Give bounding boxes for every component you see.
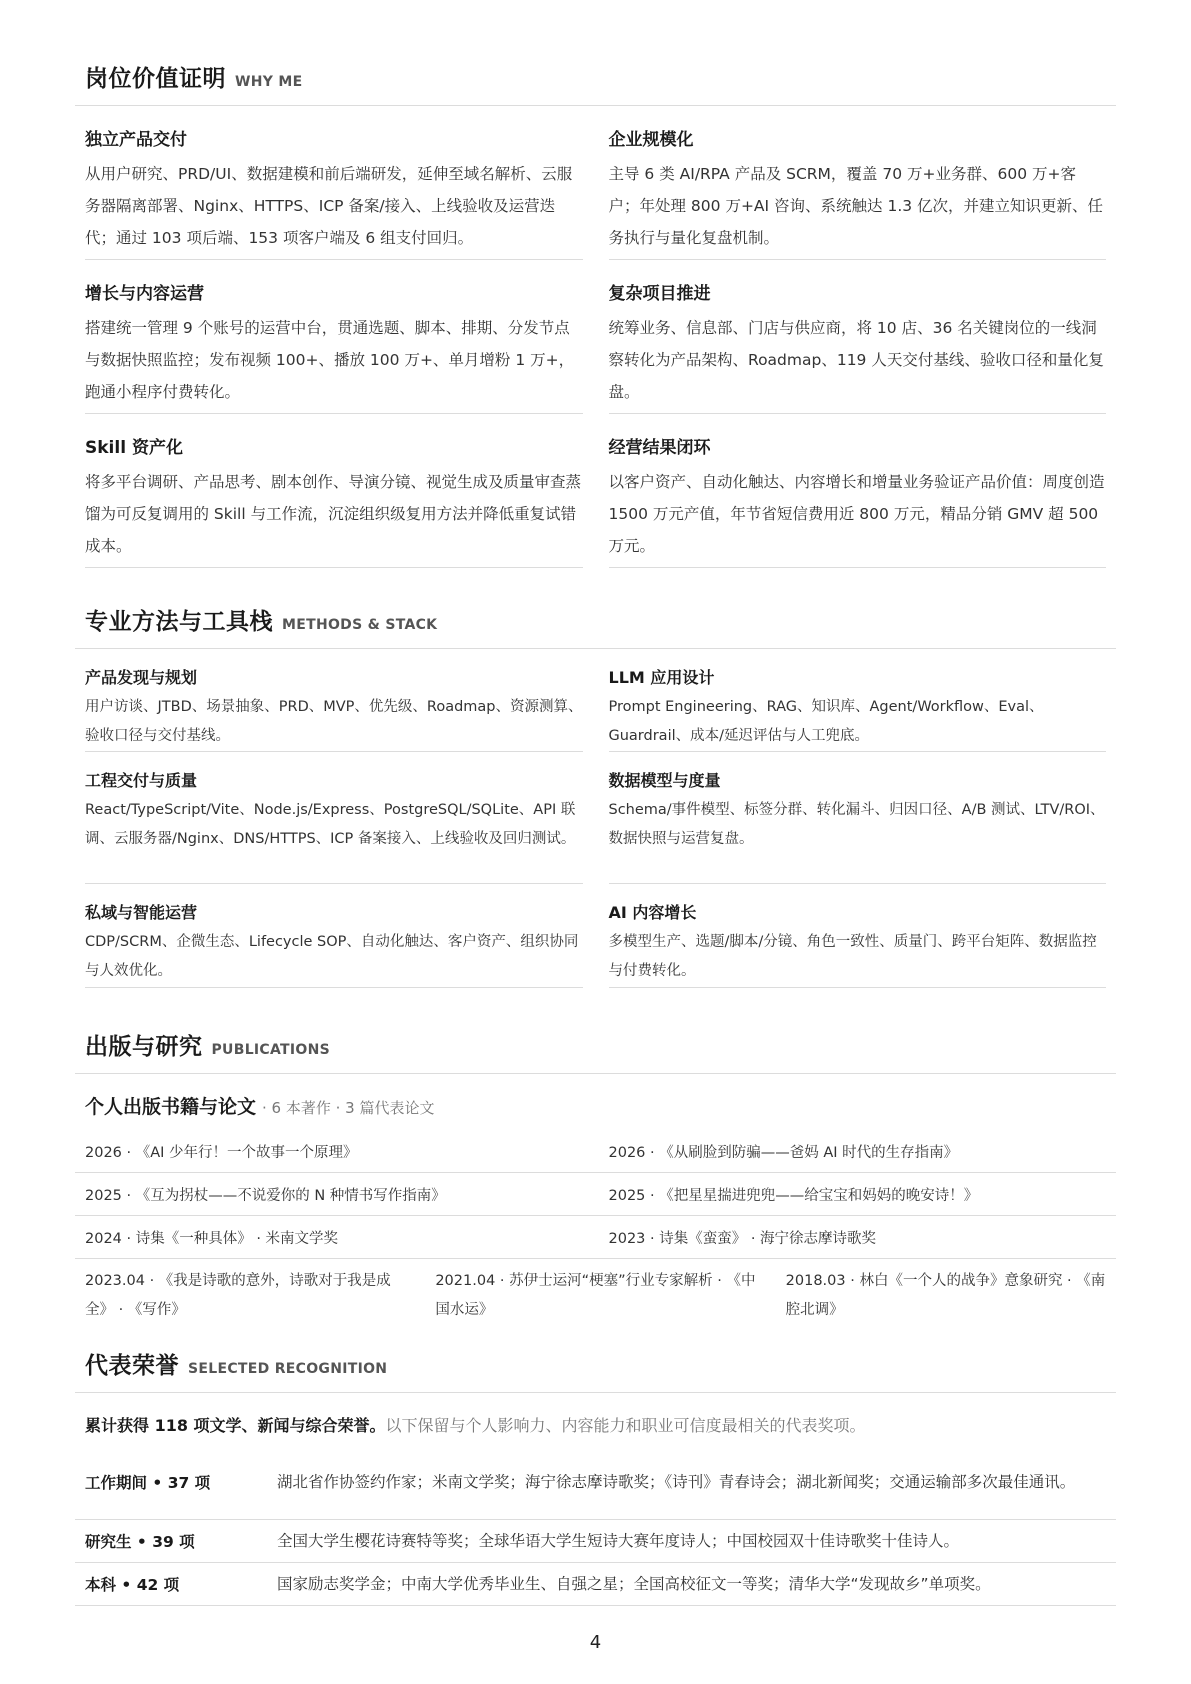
recognition-text: 湖北省作协签约作家；米南文学奖；海宁徐志摩诗歌奖；《诗刊》青春诗会；湖北新闻奖；交通运输部多次最佳通讯。 bbox=[277, 1473, 1076, 1491]
why-card bbox=[85, 414, 583, 568]
paper-row bbox=[75, 1259, 1116, 1335]
method-card bbox=[85, 752, 583, 884]
why-card bbox=[85, 106, 583, 260]
card-body: 多模型生产、选题/脚本/分镜、角色一致性、质量门、跨平台矩阵、数据监控与付费转化。 bbox=[608, 934, 1097, 979]
publications-heading: 个人出版书籍与论文 bbox=[85, 1096, 257, 1118]
recognition-text: 国家励志奖学金；中南大学优秀毕业生、自强之星；全国高校征文一等奖；清华大学“发现故乡”单项奖。 bbox=[277, 1575, 991, 1593]
recognition-section bbox=[75, 1347, 1116, 1606]
why-card bbox=[609, 414, 1107, 568]
method-card bbox=[609, 752, 1107, 884]
card-title: 经营结果闭环 bbox=[608, 438, 711, 458]
section-title: 出版与研究 bbox=[85, 1034, 203, 1060]
methods-header bbox=[75, 603, 1116, 649]
method-card bbox=[85, 649, 583, 752]
method-card bbox=[609, 884, 1107, 988]
paper-item: 2021.04 · 苏伊士运河“梗塞”行业专家解析 · 《中国水运》 bbox=[435, 1273, 756, 1318]
book-item: 2023 · 诗集《蛮蛮》 · 海宁徐志摩诗歌奖 bbox=[608, 1230, 877, 1247]
card-body: 从用户研究、PRD/UI、数据建模和前后端研发，延伸至域名解析、云服务器隔离部署、Nginx、HTTPS、ICP 备案/接入、上线验收及运营迭代；通过 103 项后端、153 项客户端及 6 组支付回归。 bbox=[85, 165, 573, 247]
recognition-total: 累计获得 118 项文学、新闻与综合荣誉。 bbox=[85, 1416, 386, 1435]
card-title: 增长与内容运营 bbox=[85, 284, 204, 304]
card-body: 统筹业务、信息部、门店与供应商，将 10 店、36 名关键岗位的一线洞察转化为产品架构、Roadmap、119 人天交付基线、验收口径和量化复盘。 bbox=[608, 319, 1104, 401]
card-title: 私域与智能运营 bbox=[85, 903, 198, 922]
book-item: 2024 · 诗集《一种具体》 · 米南文学奖 bbox=[85, 1230, 339, 1247]
recognition-text: 全国大学生樱花诗赛特等奖；全球华语大学生短诗大赛年度诗人；中国校园双十佳诗歌奖十佳诗人。 bbox=[277, 1532, 960, 1550]
card-body: 将多平台调研、产品思考、剧本创作、导演分镜、视觉生成及质量审查蒸馏为可反复调用的 Skill 与工作流，沉淀组织级复用方法并降低重复试错成本。 bbox=[85, 473, 582, 555]
section-subtitle: SELECTED RECOGNITION bbox=[188, 1361, 388, 1377]
card-title: 数据模型与度量 bbox=[608, 771, 721, 790]
section-title: 岗位价值证明 bbox=[85, 66, 226, 92]
card-title: 复杂项目推进 bbox=[608, 284, 711, 304]
method-card bbox=[609, 649, 1107, 752]
recognition-label: 本科 • 42 项 bbox=[85, 1576, 180, 1594]
section-title: 专业方法与工具栈 bbox=[85, 609, 273, 635]
card-body: CDP/SCRM、企微生态、Lifecycle SOP、自动化触达、客户资产、组织协同与人效优化。 bbox=[85, 934, 579, 979]
card-title: 工程交付与质量 bbox=[85, 771, 198, 790]
publications-section bbox=[75, 1028, 1116, 1335]
book-item: 2025 · 《把星星揣进兜兜——给宝宝和妈妈的晚安诗！》 bbox=[608, 1187, 979, 1204]
why-card bbox=[609, 106, 1107, 260]
book-row bbox=[75, 1173, 1116, 1216]
card-title: 独立产品交付 bbox=[85, 130, 187, 150]
card-body: Schema/事件模型、标签分群、转化漏斗、归因口径、A/B 测试、LTV/ROI、数据快照与运营复盘。 bbox=[608, 802, 1105, 847]
method-card bbox=[85, 884, 583, 988]
paper-item: 2023.04 · 《我是诗歌的意外，诗歌对于我是成全》 · 《写作》 bbox=[85, 1273, 391, 1318]
book-item: 2026 · 《AI 少年行！一个故事一个原理》 bbox=[85, 1144, 358, 1161]
publications-header bbox=[75, 1028, 1116, 1074]
recognition-label: 研究生 • 39 项 bbox=[85, 1533, 195, 1551]
paper-item: 2018.03 · 林白《一个人的战争》意象研究 · 《南腔北调》 bbox=[785, 1273, 1106, 1318]
page-number: 4 bbox=[589, 1632, 602, 1653]
card-title: 产品发现与规划 bbox=[85, 668, 198, 687]
card-body: 用户访谈、JTBD、场景抽象、PRD、MVP、优先级、Roadmap、资源测算、验收口径与交付基线。 bbox=[85, 699, 583, 744]
why-me-grid bbox=[75, 106, 1116, 568]
recognition-row bbox=[75, 1563, 1116, 1606]
book-item: 2025 · 《互为拐杖——不说爱你的 N 种情书写作指南》 bbox=[85, 1187, 446, 1204]
recognition-label: 工作期间 • 37 项 bbox=[85, 1474, 211, 1492]
recognition-note: 以下保留与个人影响力、内容能力和职业可信度最相关的代表奖项。 bbox=[385, 1416, 866, 1435]
why-card bbox=[609, 260, 1107, 414]
card-body: Prompt Engineering、RAG、知识库、Agent/Workflow、Eval、Guardrail、成本/延迟评估与人工兜底。 bbox=[608, 699, 1044, 744]
publications-count: · 6 本著作 · 3 篇代表论文 bbox=[262, 1099, 435, 1117]
card-body: 搭建统一管理 9 个账号的运营中台，贯通选题、脚本、排期、分发节点与数据快照监控；发布视频 100+、播放 100 万+、单月增粉 1 万+，跑通小程序付费转化。 bbox=[85, 319, 575, 401]
section-title: 代表荣誉 bbox=[85, 1353, 179, 1379]
card-body: 以客户资产、自动化触达、内容增长和增量业务验证产品价值：周度创造 1500 万元产值，年节省短信费用近 800 万元，精品分销 GMV 超 500 万元。 bbox=[608, 473, 1105, 555]
card-body: React/TypeScript/Vite、Node.js/Express、PostgreSQL/SQLite、API 联调、云服务器/Nginx、DNS/HTTPS、ICP 备案接入、上线验收及回归测试。 bbox=[85, 802, 576, 847]
why-me-header bbox=[75, 60, 1116, 106]
methods-grid bbox=[75, 649, 1116, 988]
recognition-row bbox=[75, 1520, 1116, 1563]
why-card bbox=[85, 260, 583, 414]
card-body: 主导 6 类 AI/RPA 产品及 SCRM，覆盖 70 万+业务群、600 万+客户；年处理 800 万+AI 咨询、系统触达 1.3 亿次，并建立知识更新、任务执行与量化复盘机制。 bbox=[608, 165, 1104, 247]
book-row bbox=[75, 1216, 1116, 1259]
recognition-summary bbox=[75, 1393, 1116, 1445]
section-subtitle: PUBLICATIONS bbox=[211, 1042, 331, 1058]
card-title: AI 内容增长 bbox=[608, 903, 697, 922]
recognition-row bbox=[75, 1445, 1116, 1520]
publications-subheading bbox=[75, 1074, 1116, 1130]
card-title: 企业规模化 bbox=[608, 130, 694, 150]
section-subtitle: WHY ME bbox=[235, 74, 303, 90]
card-title: Skill 资产化 bbox=[85, 438, 183, 458]
recognition-header bbox=[75, 1347, 1116, 1393]
book-item: 2026 · 《从刷脸到防骗——爸妈 AI 时代的生存指南》 bbox=[608, 1144, 959, 1161]
book-row bbox=[75, 1130, 1116, 1173]
methods-section bbox=[75, 603, 1116, 988]
section-subtitle: METHODS & STACK bbox=[282, 617, 438, 633]
card-title: LLM 应用设计 bbox=[608, 668, 715, 687]
why-me-section bbox=[75, 60, 1116, 568]
